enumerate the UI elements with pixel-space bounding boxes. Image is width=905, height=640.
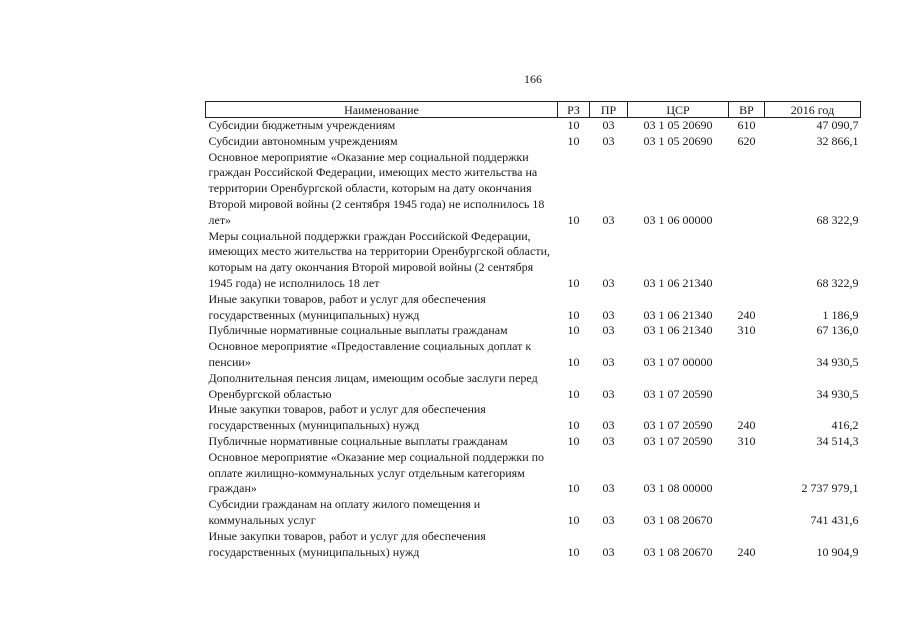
cell-sum: 2 737 979,1 (801, 481, 859, 496)
cell-vr: 310 (737, 433, 756, 448)
page-number: 166 (524, 72, 542, 86)
cell-vr (729, 497, 765, 529)
budget-table (205, 101, 861, 560)
cell-pr: 03 (602, 418, 615, 433)
cell-sum: 1 186,9 (822, 307, 859, 322)
cell-name: Публичные нормативные социальные выплаты гражданам (208, 323, 508, 338)
cell-csr: 03 1 07 20590 (643, 386, 713, 401)
cell-vr (729, 371, 765, 403)
cell-pr: 03 (602, 354, 615, 369)
cell-csr: 03 1 05 20690 (643, 118, 713, 132)
cell-csr: 03 1 08 20670 (643, 512, 713, 527)
cell-sum: 34 514,3 (816, 433, 859, 448)
table-row (206, 229, 861, 292)
cell-rz: 10 (567, 118, 580, 132)
cell-pr: 03 (602, 386, 615, 401)
table-row (206, 497, 861, 529)
header-rz: РЗ (558, 102, 590, 118)
table-row (206, 434, 861, 450)
table-header-row (206, 102, 861, 118)
cell-rz: 10 (567, 386, 580, 401)
cell-csr: 03 1 07 20590 (643, 418, 713, 433)
cell-rz: 10 (567, 212, 580, 227)
cell-name: Субсидии автономным учреждениям (208, 133, 398, 148)
cell-sum: 68 322,9 (816, 212, 859, 227)
table-body (206, 118, 861, 561)
cell-name: Субсидии гражданам на оплату жилого помещения и коммунальных услуг (208, 497, 481, 527)
table-row (206, 134, 861, 150)
cell-csr: 03 1 05 20690 (643, 133, 713, 148)
cell-vr: 610 (737, 118, 756, 132)
cell-vr (729, 229, 765, 292)
cell-name: Субсидии бюджетным учреждениям (208, 118, 396, 132)
cell-rz: 10 (567, 481, 580, 496)
cell-pr: 03 (602, 275, 615, 290)
cell-rz: 10 (567, 433, 580, 448)
header-csr: ЦСР (628, 102, 729, 118)
cell-vr: 240 (737, 544, 756, 559)
cell-pr: 03 (602, 323, 615, 338)
table-row (206, 529, 861, 561)
cell-pr: 03 (602, 212, 615, 227)
cell-csr: 03 1 08 00000 (643, 481, 713, 496)
cell-rz: 10 (567, 544, 580, 559)
cell-vr: 240 (737, 307, 756, 322)
cell-rz: 10 (567, 275, 580, 290)
cell-sum: 32 866,1 (816, 133, 859, 148)
cell-sum: 741 431,6 (810, 512, 859, 527)
cell-name: Основное мероприятие «Оказание мер социальной поддержки граждан Российской Федерации, имеющих место жительства на территории Оренбургской области, которым на дату окончания Второй мировой войны (2 сентября 1945 года) не исполнилось 18 лет» (208, 149, 545, 227)
table-row (206, 339, 861, 371)
cell-rz: 10 (567, 354, 580, 369)
cell-csr: 03 1 06 21340 (643, 275, 713, 290)
cell-name: Публичные нормативные социальные выплаты гражданам (208, 433, 508, 448)
cell-rz: 10 (567, 418, 580, 433)
header-sum: 2016 год (765, 102, 861, 118)
cell-name: Дополнительная пенсия лицам, имеющим особые заслуги перед Оренбургской областью (208, 370, 538, 401)
cell-vr: 240 (737, 418, 756, 433)
cell-vr: 310 (737, 323, 756, 338)
cell-csr: 03 1 07 00000 (643, 354, 713, 369)
cell-sum: 67 136,0 (816, 323, 859, 338)
cell-rz: 10 (567, 323, 580, 338)
cell-sum: 68 322,9 (816, 275, 859, 290)
cell-name: Основное мероприятие «Предоставление социальных доплат к пенсии» (208, 339, 532, 369)
table-row (206, 150, 861, 229)
cell-pr: 03 (602, 307, 615, 322)
cell-csr: 03 1 06 21340 (643, 307, 713, 322)
cell-name: Иные закупки товаров, работ и услуг для обеспечения государственных (муниципальных) нужд (208, 291, 486, 322)
cell-pr: 03 (602, 481, 615, 496)
cell-csr: 03 1 07 20590 (643, 433, 713, 448)
table-row (206, 402, 861, 434)
cell-vr (729, 339, 765, 371)
cell-name: Меры социальной поддержки граждан Российской Федерации, имеющих место жительства на территории Оренбургской области, которым на дату окончания Второй мировой войны (2 сентября 1945 года) не исполнилось 18 лет (208, 228, 550, 290)
cell-rz: 10 (567, 133, 580, 148)
cell-pr: 03 (602, 544, 615, 559)
header-vr: ВР (729, 102, 765, 118)
cell-name: Основное мероприятие «Оказание мер социальной поддержки по оплате жилищно-коммунальных услуг отдельным категориям граждан» (208, 449, 545, 496)
cell-vr (729, 450, 765, 497)
cell-vr: 620 (737, 133, 756, 148)
table-row (206, 450, 861, 497)
table-row (206, 323, 861, 339)
header-name: Наименование (206, 102, 558, 118)
cell-csr: 03 1 08 20670 (643, 544, 713, 559)
cell-name: Иные закупки товаров, работ и услуг для обеспечения государственных (муниципальных) нужд (208, 402, 486, 433)
cell-rz: 10 (567, 307, 580, 322)
cell-sum: 10 904,9 (816, 544, 859, 559)
cell-csr: 03 1 06 00000 (643, 212, 713, 227)
cell-name: Иные закупки товаров, работ и услуг для обеспечения государственных (муниципальных) нужд (208, 528, 486, 559)
table-row (206, 292, 861, 324)
cell-sum: 47 090,7 (816, 118, 859, 132)
table-row (206, 371, 861, 403)
header-pr: ПР (590, 102, 628, 118)
cell-sum: 416,2 (831, 418, 859, 433)
cell-pr: 03 (602, 433, 615, 448)
cell-csr: 03 1 06 21340 (643, 323, 713, 338)
cell-sum: 34 930,5 (816, 386, 859, 401)
cell-pr: 03 (602, 512, 615, 527)
cell-rz: 10 (567, 512, 580, 527)
cell-vr (729, 150, 765, 229)
table-row (206, 118, 861, 134)
cell-sum: 34 930,5 (816, 354, 859, 369)
cell-pr: 03 (602, 118, 615, 132)
cell-pr: 03 (602, 133, 615, 148)
